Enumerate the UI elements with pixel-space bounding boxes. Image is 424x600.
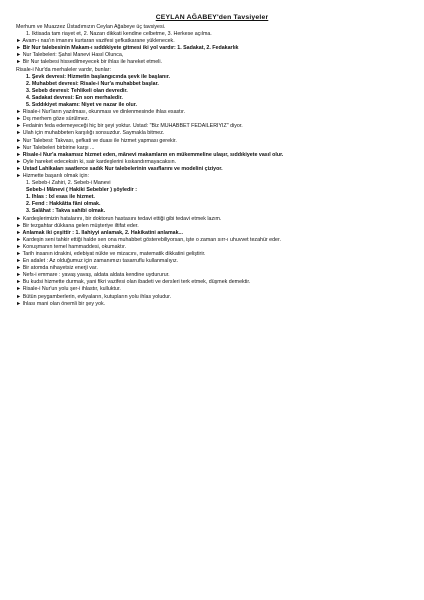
text-line: ► Risale-i Nur'un yolu şer-i ihlastır, kulluktur.	[16, 286, 121, 293]
text-line: ► Hizmette başarılı olmak için:	[16, 172, 89, 179]
text-line: ► Bu kudsi hizmette durmak, yani fikri vazifesi olan ibadeti ve dersleri terk etmek, düşmek demektir.	[16, 279, 251, 286]
text-line: ► Nefs-i emmare : yavaş yavaş, aldata aldata kendine uydururur.	[16, 272, 170, 279]
advice-list	[16, 31, 408, 308]
text-line: ► En adalet : Az olduğumuz için zamanımızı tasarruflu kullanmalıyız.	[16, 258, 179, 265]
text-line: 3. Sebeb devresi: Tehlikeli olan devredir.	[26, 87, 128, 94]
text-line: 1. Şevk devresi: Hizmetin başlangıcında şevk ile başlanır.	[26, 73, 170, 80]
text-line: ► Fedainin feda edemeyeceği hiç bir şeyi yoktur. Üstad: "Biz MUHABBET FEDAİLERİYİZ" diyor.	[16, 123, 243, 130]
text-line: ► Nur Talebesi: Takvası, şefkati ve duası ile hizmet yapması gerekir.	[16, 137, 177, 144]
text-line: ► Tarih insanın idrakini, edebiyat nükte ve mizacını, matematik dikkatini geliştirir.	[16, 251, 206, 257]
text-line: ► Kardeşlerimizin hatalarını, bir doktorun hastasını tedavi ettiği gibi tedavi etmek lazım.	[16, 215, 222, 222]
text-line: 3. Salâhat : Takva sahibi olmak.	[26, 208, 106, 215]
text-line: 1. Sebeb-i Zahiri, 2. Sebeb-i Manevi	[26, 180, 111, 187]
text-line: ► Bütün peygamberlerin, evliyaların, kutupların yolu ihlas yoludur.	[16, 293, 172, 300]
text-line: ► Ulah için muhabbeten karşılığı sonsuzdur. Saymakla bitmez.	[16, 130, 165, 137]
text-line: ► Nur Talebeleri: Şahsi Manevi Hasıl Olunca,	[16, 52, 124, 59]
text-line: ► Risale-i Nur'ların yazılması, okunması ve dinlenmesinde ihlas esastır.	[16, 109, 186, 116]
text-line: ► Bir Nur talebesi hissedilmeyecek bir ihlas ile hareket etmeli.	[16, 59, 162, 66]
text-line: ► Risale-i Nur'a makamsız hizmet eden, mânevi makamların en mükemmeline ulaşır, sıddıkiyete vasıl olur.	[16, 151, 284, 158]
document-title: CEYLAN AĞABEY'den Tavsiyeler	[155, 14, 269, 21]
text-line: ► Bir Nur talebesinin Makam-ı sıddıkiyete gitmesi iki yol vardır: 1. Sadakat, 2. Fedakarlık	[16, 45, 239, 52]
text-line: Sebeb-i Mânevi ( Hakiki Sebebler ) şöyledir :	[26, 187, 137, 194]
text-line: 1. İktisada tam riayet et, 2. Nazarı dikkati kendine celbetme, 3. Herkese açılma.	[26, 31, 212, 38]
text-line: ► Üstad Lahikaları saatlerce sadık Nur talebelerinin vasıflarını ve modelini çiziyor.	[16, 165, 223, 172]
text-line: 5. Sıddıkiyet makamı: Niyet ve nazar ile olur.	[26, 102, 137, 109]
text-line: Risale-i Nur'da merhaleler vardır, bunlar:	[16, 66, 111, 73]
text-line: ► Nur Talebeleri birbirine karşı ...	[16, 144, 95, 151]
text-line: ► Bir tezgahtar dükkana gelen müşteriye iltifat eder.	[16, 222, 139, 229]
text-line: ► Dış merhem göze sürülmez.	[16, 116, 89, 123]
text-line: ► Öyle hareket edeceksin ki, sair kardeşlerini kıskandırmayacaksın.	[16, 158, 177, 165]
intro-line: Merhum ve Muazzez Üstadımızın Ceylan Ağabeye üç tavsiyesi.	[16, 24, 166, 30]
text-line: ► Konuşmanın temel hammaddesi, okumaktır.	[16, 243, 127, 250]
text-line: ► Bir atomda nihayetsiz enerji var.	[16, 265, 98, 272]
text-line: ► Anlamak iki çeşittir : 1. İlahiyyi anlamak, 2. Hakikatini anlamak...	[16, 229, 183, 236]
text-line: 4. Sadakat devresi: En son merhaledir.	[26, 94, 123, 101]
text-line: ► İhlası mani olan önemli bir şey yok.	[16, 300, 106, 307]
text-line: ► Avam-ı nas'ın imanını kurtaran vazifesi şefkatkarane yüklenecek.	[16, 38, 175, 45]
text-line: ► Kardeşin seni tahkir ettiği halde sen ona muhabbet gösterebiliyorsan, işte o zaman sırr-ı uhuvvet tezahür eder.	[16, 236, 281, 243]
text-line: 2. Fend : Hakkâtta fâni olmak.	[26, 201, 101, 208]
text-line: 1. İhlas : İxl esas ile hizmet.	[26, 194, 95, 201]
text-line: 2. Muhabbet devresi: Risale-i Nur'a muhabbet başlar.	[26, 80, 159, 87]
